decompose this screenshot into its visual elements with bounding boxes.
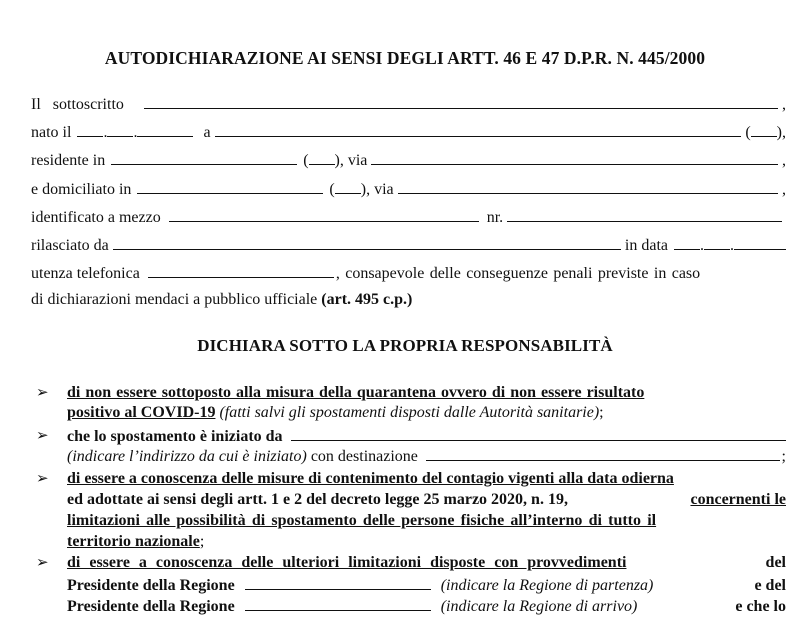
label-in-data: in data: [624, 237, 668, 254]
item4-departure-note: (indicare la Regione di partenza): [440, 577, 654, 594]
item4-text: di essere a conoscenza delle ulteriori limitazioni disposte con provvedimenti: [67, 554, 627, 571]
item1-note: (fatti salvi gli spostamenti disposti dalle Autorità sanitarie): [219, 404, 600, 421]
item4-region-label: Presidente della Regione: [67, 577, 235, 594]
label-nr: nr.: [486, 209, 504, 226]
label-via-res: via: [347, 152, 368, 169]
item2-line1: [67, 426, 786, 447]
field-dom-province[interactable]: [335, 179, 361, 194]
item2-destination-label: con destinazione: [310, 448, 418, 465]
item2-line2: (indicare l’indirizzo da cui è iniziato) con destinazione ;: [67, 448, 786, 465]
row-domiciliato: e domiciliato in ( ), via ,: [31, 181, 786, 198]
field-birth-year[interactable]: [137, 122, 193, 137]
item1-text: di non essere sottoposto alla misura della quarantena ovvero di non essere risultato: [67, 384, 645, 401]
field-document-type[interactable]: [169, 207, 479, 222]
text-art-495: (art. 495 c.p.): [321, 291, 413, 308]
item3-line4: territorio nazionale ;: [67, 533, 205, 550]
item3-line2: [67, 490, 786, 510]
row-rilasciato: rilasciato da in data . .: [31, 235, 786, 256]
bullet-icon: ➢: [36, 555, 49, 571]
item4-line2: Presidente della Regione (indicare la Regione di partenza) e del: [67, 577, 786, 594]
item3-concernenti: concernenti le: [690, 491, 786, 508]
label-sottoscritto: Il sottoscritto: [31, 96, 124, 113]
item3-decree: ed adottate ai sensi degli artt. 1 e 2 del decreto legge 25 marzo 2020, n. 19,: [67, 491, 568, 508]
field-issued-by[interactable]: [113, 235, 621, 250]
field-issue-year[interactable]: [734, 235, 786, 250]
row-nato: nato il . . a ( ),: [31, 124, 786, 141]
field-destination[interactable]: [426, 446, 780, 461]
text-mendaci: di dichiarazioni mendaci a pubblico ufficiale: [31, 291, 318, 308]
field-name[interactable]: [144, 94, 778, 109]
item1-covid: positivo al COVID-19: [67, 404, 216, 421]
label-utenza: utenza telefonica: [31, 265, 140, 282]
row-sottoscritto: Il sottoscritto ,: [31, 96, 786, 113]
item3-limitations: limitazioni alle possibilità di spostamento delle persone fisiche all’interno di tutto il: [67, 512, 657, 529]
field-res-city[interactable]: [111, 150, 297, 165]
label-identificato: identificato a mezzo: [31, 209, 161, 226]
label-domiciliato: e domiciliato in: [31, 181, 132, 198]
item3-territory: territorio nazionale: [67, 533, 200, 550]
field-res-province[interactable]: [309, 150, 335, 165]
field-document-number[interactable]: [507, 207, 782, 222]
item1-line1: [67, 383, 786, 403]
field-dom-city[interactable]: [137, 179, 323, 194]
declaration-heading: DICHIARA SOTTO LA PROPRIA RESPONSABILITÀ: [197, 336, 613, 355]
row-residente: residente in ( ), via ,: [31, 152, 786, 169]
field-start-address[interactable]: [291, 426, 786, 441]
bullet-icon: ➢: [36, 471, 49, 487]
row-utenza: [31, 263, 786, 284]
item4-region-label: Presidente della Regione: [67, 598, 235, 615]
form-title: AUTODICHIARAZIONE AI SENSI DEGLI ARTT. 46 E 47 D.P.R. N. 445/2000: [104, 48, 706, 68]
field-birth-month[interactable]: [107, 122, 133, 137]
field-phone[interactable]: [148, 263, 334, 278]
field-issue-day[interactable]: [674, 235, 700, 250]
item4-line1: di essere a conoscenza delle ulteriori limitazioni disposte con provvedimenti del: [67, 554, 786, 571]
item2-note: (indicare l’indirizzo da cui è iniziato): [67, 448, 307, 465]
bullet-icon: ➢: [36, 385, 49, 401]
field-region-departure[interactable]: [245, 575, 431, 590]
text-consapevole: , consapevole delle conseguenze penali previste in caso: [335, 265, 701, 282]
item3-line3: [67, 511, 786, 531]
item3-line1: [67, 469, 786, 489]
field-birth-day[interactable]: [77, 122, 103, 137]
item4-arrival-note: (indicare la Regione di arrivo): [440, 598, 638, 615]
label-nato-il: nato il: [31, 124, 72, 141]
label-residente: residente in: [31, 152, 106, 169]
field-birth-province[interactable]: [751, 122, 777, 137]
field-region-arrival[interactable]: [245, 596, 431, 611]
field-dom-street[interactable]: [398, 179, 778, 194]
field-res-street[interactable]: [371, 150, 778, 165]
item4-line3: Presidente della Regione (indicare la Regione di arrivo) e che lo: [67, 598, 786, 615]
item2-text: che lo spostamento è iniziato da: [67, 428, 283, 445]
label-rilasciato: rilasciato da: [31, 237, 109, 254]
row-identificato: [31, 207, 786, 228]
field-issue-month[interactable]: [704, 235, 730, 250]
row-mendaci: [31, 290, 786, 310]
bullet-icon: ➢: [36, 428, 49, 444]
item3-text: di essere a conoscenza delle misure di contenimento del contagio vigenti alla data odierna: [67, 470, 674, 487]
item1-line2: positivo al COVID-19 (fatti salvi gli spostamenti disposti dalle Autorità sanitarie) ;: [67, 404, 604, 421]
field-birth-place[interactable]: [215, 122, 742, 137]
label-a: a: [203, 124, 211, 141]
label-via-dom: via: [374, 181, 394, 198]
